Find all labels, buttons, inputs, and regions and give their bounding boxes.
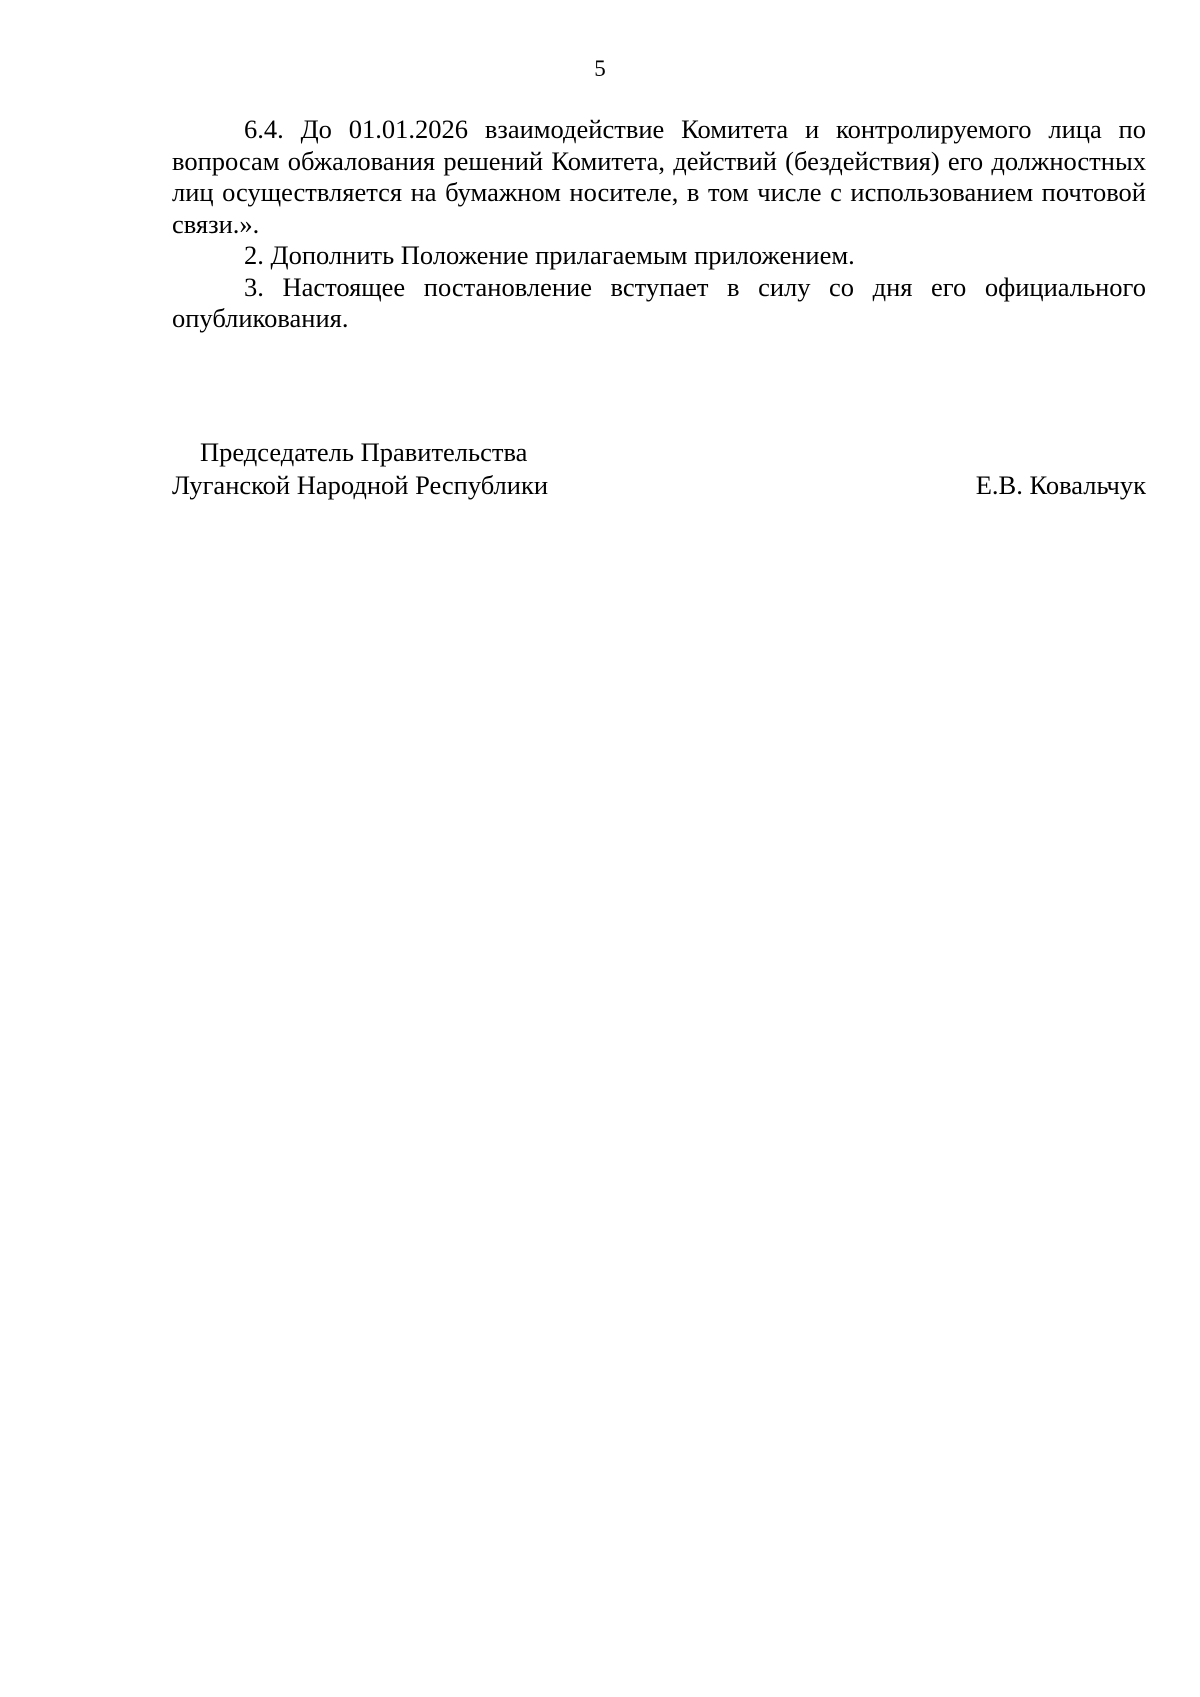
signature-block — [172, 436, 1146, 502]
paragraph-6-4: 6.4. До 01.01.2026 взаимодействие Комитета и контролируемого лица по вопросам обжалования решений Комитета, действий (бездействия) его должностных лиц осуществляется на бумажном носителе, в том числе с использованием почтовой связи.». — [172, 114, 1146, 239]
signatory-position-line2: Луганской Народной Республики — [172, 470, 549, 500]
signature-row — [172, 469, 1146, 502]
paragraph-2: 2. Дополнить Положение прилагаемым приложением. — [244, 240, 855, 270]
paragraph-3: 3. Настоящее постановление вступает в силу со дня его официального опубликования. — [172, 271, 1146, 333]
signatory-position-line1: Председатель Правительства — [200, 437, 528, 467]
page-number: 5 — [594, 56, 606, 81]
signatory-name: Е.В. Ковальчук — [975, 470, 1146, 500]
document-body — [172, 114, 1146, 335]
